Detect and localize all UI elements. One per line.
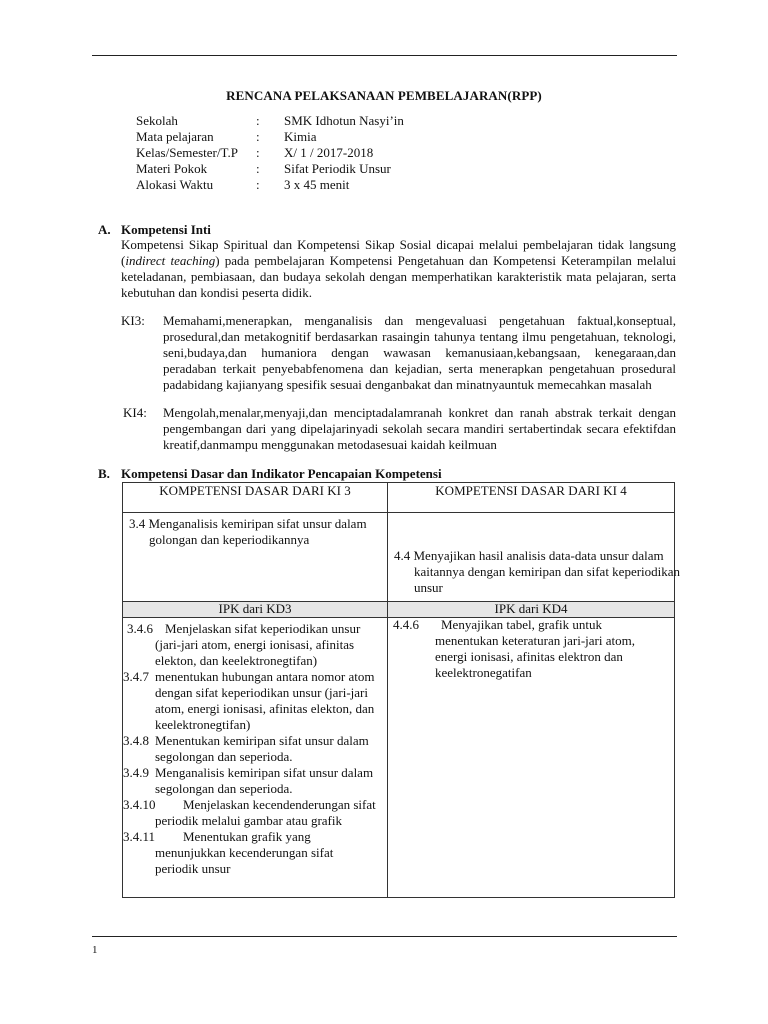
ipk-number: 3.4.8 [123,733,149,748]
ipk-text: Menjelaskan sifat keperiodikan unsur (jari-jari atom, energi ionisasi, afinitas elekton, dan keelektronegtifan) [155,621,361,668]
ipk-text: menentukan hubungan antara nomor atom dengan sifat keperiodikan unsur (jari-jari atom, energi ionisasi, afinitas elekton, dan keelektronegtifan) [155,669,375,732]
kd-header-right: KOMPETENSI DASAR DARI KI 4 [435,483,627,498]
ipk-number: 3.4.7 [123,669,149,684]
intro-text-italic: indirect teaching [125,253,216,268]
list-item [123,797,377,829]
ipk-header-right: IPK dari KD4 [494,601,568,616]
info-label: Sekolah [136,113,178,128]
list-item [123,765,377,797]
list-item [127,621,377,669]
ipk-right-list [393,617,655,681]
info-label: Kelas/Semester/T.P [136,145,238,160]
info-label: Mata pelajaran [136,129,214,144]
section-letter: A. [98,222,111,237]
ki4-text: Mengolah,menalar,menyaji,dan menciptadalamranah konkret dan ranah abstrak terkait dengan pengembangan dari yang dipelajarinyadi sekolah secara mandiri sertabertindak secara efektifdan kreatif,danmampu menggunakan metodasesuai kaidah keilmuan [163,405,676,452]
intro-text-after: ) pada pembelajaran Kompetensi Pengetahuan dan Kompetensi Keterampilan melalui keteladanan, pembiasaan, dan budaya sekolah dengan memperhatikan karakteristik mata pelajaran, serta kebutuhan dan kondisi peserta didik. [121,253,677,300]
list-item [123,733,377,765]
ipk-number: 3.4.10 [123,797,156,812]
document-title: RENCANA PELAKSANAAN PEMBELAJARAN(RPP) [226,88,542,103]
ipk-text: Menentukan grafik yang menunjukkan kecenderungan sifat periodik unsur [155,829,334,876]
page-number: 1 [92,944,98,956]
ki4-label: KI4: [123,405,147,420]
table-row-divider [123,512,674,513]
section-title: Kompetensi Dasar dan Indikator Pencapaian Kompetensi [121,466,442,481]
top-rule [92,55,677,56]
kd-header-left: KOMPETENSI DASAR DARI KI 3 [159,483,351,498]
ipk-number: 3.4.6 [127,621,153,636]
ipk-number: 4.4.6 [393,617,419,632]
ipk-text: Menentukan kemiripan sifat unsur dalam segolongan dan seperioda. [155,733,369,764]
bottom-rule [92,936,677,937]
kd-right-cell: 4.4 Menyajikan hasil analisis data-data unsur dalam kaitannya dengan kemiripan dan sifat keperiodikan unsur [394,548,681,595]
info-value: Kimia [284,129,317,144]
info-colon: : [256,161,260,176]
kd-left-cell: 3.4 Menganalisis kemiripan sifat unsur dalam golongan dan keperiodikannya [129,516,367,547]
list-item [123,669,377,733]
section-title: Kompetensi Inti [121,222,211,237]
intro-text-before: Kompetensi Sikap Spiritual dan Kompetensi Sikap Sosial dicapai melalui pembelajaran tidak langsung ( [121,237,676,268]
ki3-label: KI3: [121,313,145,328]
list-item [393,617,655,681]
ipk-left-list [123,621,377,877]
ipk-number: 3.4.11 [123,829,156,844]
info-label: Alokasi Waktu [136,177,214,192]
info-colon: : [256,113,260,128]
info-label: Materi Pokok [136,161,208,176]
section-a-intro [121,237,676,301]
info-value: X/ 1 / 2017-2018 [284,145,374,160]
ipk-header-left: IPK dari KD3 [218,601,292,616]
ki3-text: Memahami,menerapkan, menganalisis dan mengevaluasi pengetahuan faktual,konseptual, prosedural,dan metakognitif berdasarkan rasaingin tahunya tentang ilmu pengetahuan, teknologi, seni,budaya,dan humaniora dengan wawasan kemanusiaan,kebangsaan, kenegaraan,dan peradaban terkait penyebabfenomena dan kejadian, serta menerapkan pengetahuan prosedural padabidang kajianyang spesifik sesuai denganbakat dan minatnyauntuk memecahkan masalah [163,313,676,392]
info-colon: : [256,129,260,144]
ipk-number: 3.4.9 [123,765,149,780]
ipk-text: Menjelaskan kecendenderungan sifat periodik melalui gambar atau grafik [155,797,376,828]
list-item [123,829,377,877]
ipk-text: Menyajikan tabel, grafik untuk menentukan keteraturan jari-jari atom, energi ionisasi, afinitas elektron dan keelektronegatifan [435,617,635,680]
info-value: Sifat Periodik Unsur [284,161,391,176]
section-letter: B. [98,466,110,481]
info-value: SMK Idhotun Nasyi’in [284,113,404,128]
ipk-text: Menganalisis kemiripan sifat unsur dalam segolongan dan seperioda. [155,765,374,796]
kd-ipk-table [122,482,681,898]
info-value: 3 x 45 menit [284,177,350,192]
info-colon: : [256,177,260,192]
info-colon: : [256,145,260,160]
